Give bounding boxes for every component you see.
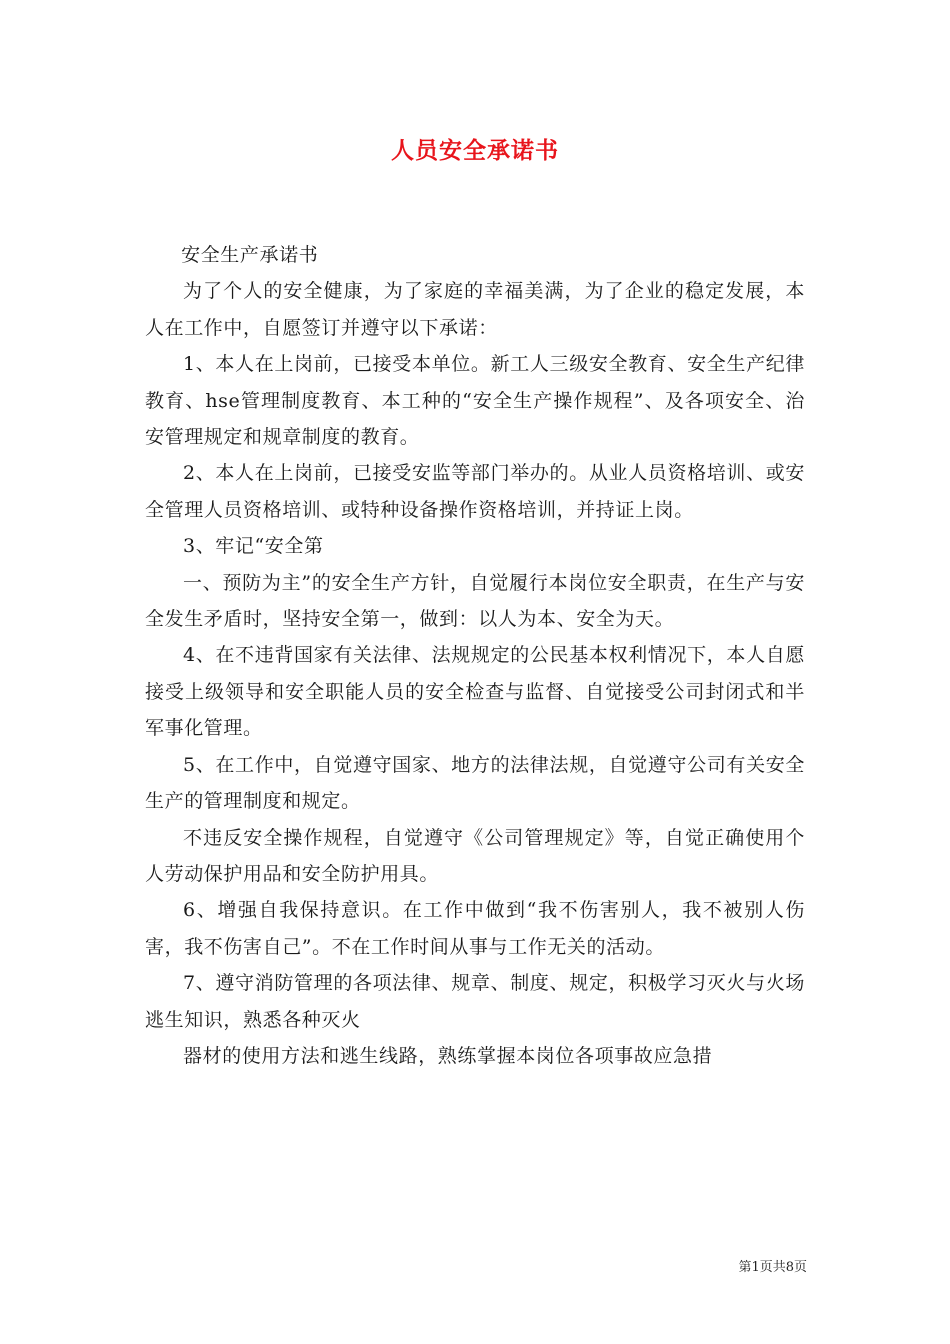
paragraph-item-2: 2、本人在上岗前，已接受安监等部门举办的。从业人员资格培训、或安全管理人员资格培训、或特种设备操作资格培训，并持证上岗。 bbox=[145, 462, 805, 521]
paragraph-item-5-continued: 不违反安全操作规程，自觉遵守《公司管理规定》等，自觉正确使用个人劳动保护用品和安全防护用具。 bbox=[145, 826, 805, 885]
paragraph-item-1: 1、本人在上岗前，已接受本单位。新工人三级安全教育、安全生产纪律教育、hse管理制度教育、本工种的“安全生产操作规程”、及各项安全、治安管理规定和规章制度的教育。 bbox=[145, 353, 805, 449]
page-indicator: 第1页共8页 bbox=[738, 1260, 807, 1275]
paragraph-item-7: 7、遵守消防管理的各项法律、规章、制度、规定，积极学习灭火与火场逃生知识，熟悉各种灭火 bbox=[145, 972, 805, 1031]
paragraph-item-6: 6、增强自我保持意识。在工作中做到“我不伤害别人，我不被别人伤害，我不伤害自己”。不在工作时间从事与工作无关的活动。 bbox=[145, 899, 805, 958]
paragraph-intro: 为了个人的安全健康，为了家庭的幸福美满，为了企业的稳定发展，本人在工作中，自愿签订并遵守以下承诺： bbox=[145, 280, 805, 339]
paragraph-item-3-continued: 一、预防为主”的安全生产方针，自觉履行本岗位安全职责，在生产与安全发生矛盾时，坚持安全第一，做到：以人为本、安全为天。 bbox=[145, 571, 805, 631]
document-body bbox=[145, 237, 805, 1074]
paragraph-item-3: 3、牢记“安全第 bbox=[183, 535, 324, 558]
paragraph-item-4: 4、在不违背国家有关法律、法规规定的公民基本权利情况下，本人自愿接受上级领导和安全职能人员的安全检查与监督、自觉接受公司封闭式和半军事化管理。 bbox=[145, 644, 805, 740]
document-subtitle: 安全生产承诺书 bbox=[181, 244, 319, 266]
paragraph-item-5: 5、在工作中，自觉遵守国家、地方的法律法规，自觉遵守公司有关安全生产的管理制度和规定。 bbox=[145, 753, 805, 813]
document-title: 人员安全承诺书 bbox=[391, 137, 559, 164]
paragraph-item-7-continued: 器材的使用方法和逃生线路，熟练掌握本岗位各项事故应急措 bbox=[183, 1044, 713, 1067]
